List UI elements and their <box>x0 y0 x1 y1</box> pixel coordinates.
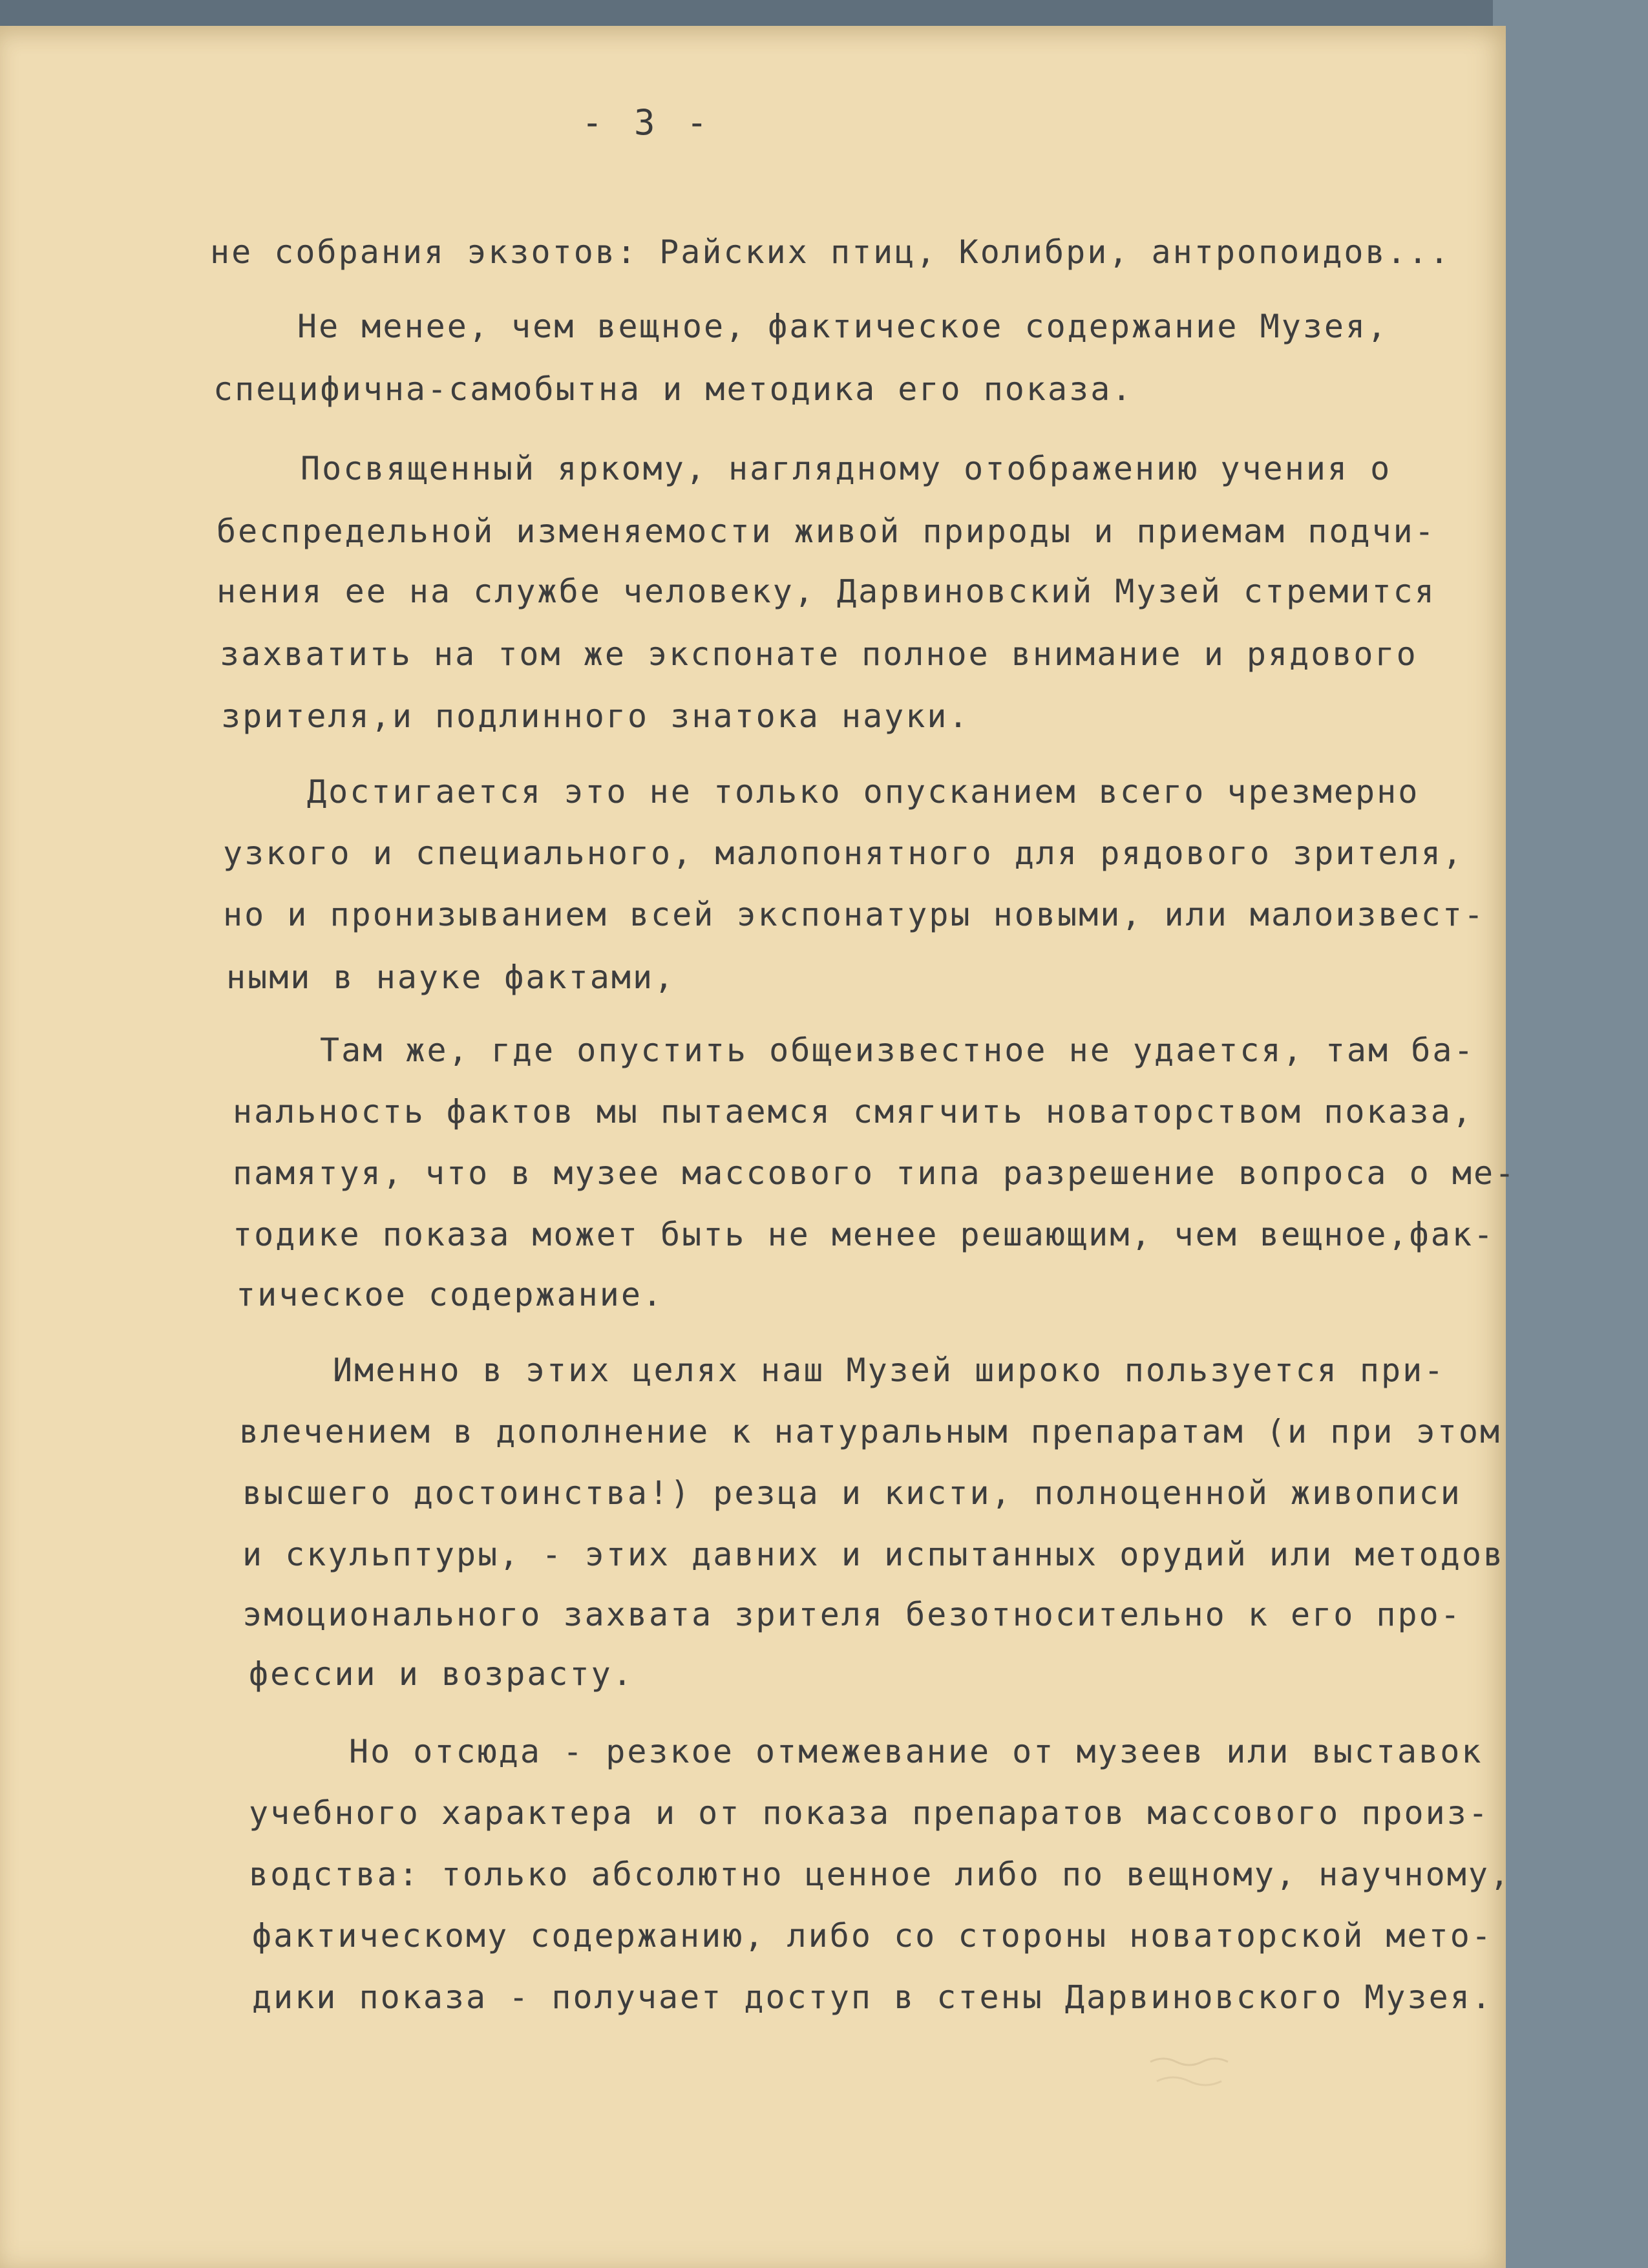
text-line: узкого и специального, малопонятного для рядового зрителя, <box>223 834 1464 872</box>
scan-background-right <box>1493 0 1648 2268</box>
text-line: но и пронизыванием всей экспонатуры новыми, или малоизвест- <box>223 896 1486 933</box>
text-line: Достигается это не только опусканием всего чрезмерно <box>307 773 1420 811</box>
text-line: эмоционального захвата зрителя безотносительно к его про- <box>242 1596 1462 1633</box>
stamp-scribble-icon <box>1144 2042 1254 2101</box>
text-line: захватить на том же экспонате полное внимание и рядового <box>220 635 1418 673</box>
text-line: Не менее, чем вещное, фактическое содержание Музея, <box>297 308 1389 345</box>
text-line: тическое содержание. <box>236 1276 664 1313</box>
text-line: Посвященный яркому, наглядному отображению учения о <box>301 450 1392 487</box>
text-line: учебного характера и от показа препаратов массового произ- <box>249 1794 1490 1832</box>
text-line: беспредельной изменяемости живой природы и приемам подчи- <box>217 513 1436 550</box>
text-line: высшего достоинства!) резца и кисти, полноценной живописи <box>242 1474 1462 1512</box>
text-line: влечением в дополнение к натуральным препаратам (и при этом <box>239 1413 1502 1450</box>
text-line: водства: только абсолютно ценное либо по вещному, научному, <box>249 1856 1512 1893</box>
text-line: ными в науке фактами, <box>226 959 676 996</box>
faint-stamp-mark <box>1144 2042 1254 2101</box>
page-number: - 3 - <box>582 102 713 143</box>
text-line: специфична-самобытна и методика его показа. <box>213 370 1134 408</box>
text-line: тодике показа может быть не менее решающим, чем вещное,фак- <box>233 1216 1495 1253</box>
typewritten-page <box>0 26 1517 2268</box>
text-line: нения ее на службе человеку, Дарвиновский Музей стремится <box>217 573 1436 610</box>
text-line: фактическому содержанию, либо со стороны новаторской мето- <box>252 1917 1493 1955</box>
text-line: Но отсюда - резкое отмежевание от музеев или выставок <box>349 1733 1483 1770</box>
text-line: и скульптуры, - этих давних и испытанных орудий или методов <box>242 1536 1505 1573</box>
text-line: Именно в этих целях наш Музей широко пользуется при- <box>333 1351 1446 1389</box>
text-line: дики показа - получает доступ в стены Дарвиновского Музея. <box>252 1978 1493 2016</box>
text-line: не собрания экзотов: Райских птиц, Колибри, антропоидов... <box>210 233 1451 271</box>
text-line: памятуя, что в музее массового типа разрешение вопроса о ме- <box>233 1154 1517 1192</box>
text-line: Там же, где опустить общеизвестное не удается, там ба- <box>320 1032 1475 1069</box>
text-line: зрителя,и подлинного знатока науки. <box>221 697 970 735</box>
text-line: фессии и возрасту. <box>249 1655 634 1693</box>
text-line: нальность фактов мы пытаемся смягчить новаторством показа, <box>233 1093 1474 1130</box>
